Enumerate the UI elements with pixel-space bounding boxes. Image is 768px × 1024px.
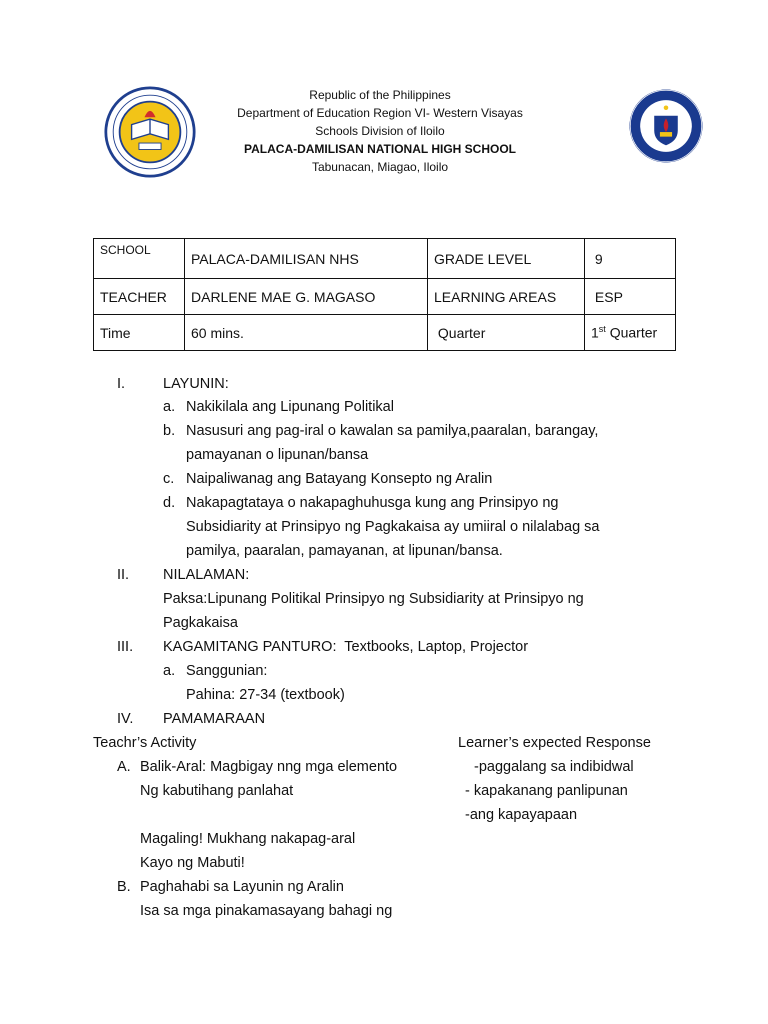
teacher-activity-text: Kayo ng Mabuti!	[140, 855, 245, 871]
table-cell: 60 mins.	[185, 315, 428, 351]
reference-pages: Pahina: 27-34 (textbook)	[186, 687, 345, 703]
list-letter: B.	[117, 879, 131, 895]
list-item: Subsidiarity at Prinsipyo ng Pagkakaisa ay umiiral o nilalabag sa	[186, 519, 600, 535]
learner-response-text: -paggalang sa indibidwal	[474, 759, 634, 775]
table-cell: ESP	[585, 279, 676, 315]
list-item: Nakapagtataya o nakapaghuhusga kung ang Prinsipyo ng	[186, 495, 559, 511]
section-title: NILALAMAN:	[163, 567, 250, 583]
section-number: II.	[117, 567, 130, 583]
list-item: Sanggunian:	[186, 663, 268, 679]
teacher-activity-heading: Teachr’s Activity	[93, 735, 197, 751]
table-cell	[585, 315, 676, 351]
quarter-label: Quarter	[605, 324, 658, 341]
section-title: LAYUNIN:	[163, 376, 229, 392]
table-cell: DARLENE MAE G. MAGASO	[185, 279, 428, 315]
table-row	[94, 279, 676, 315]
list-item: pamilya, paaralan, pamayanan, at lipunan/bansa.	[186, 543, 503, 559]
section-title: PAMAMARAAN	[163, 711, 266, 727]
section-number: III.	[117, 639, 134, 655]
section-title: KAGAMITANG PANTURO: Textbooks, Laptop, Projector	[163, 639, 529, 655]
header-address: Tabunacan, Miagao, Iloilo	[311, 160, 449, 174]
list-letter: d.	[163, 495, 176, 511]
teacher-activity-text: Paghahabi sa Layunin ng Aralin	[140, 879, 344, 895]
teacher-activity-text: Balik-Aral: Magbigay nng mga elemento	[140, 759, 398, 775]
list-item: Nakikilala ang Lipunang Politikal	[186, 399, 394, 415]
list-letter: c.	[163, 471, 175, 487]
quarter-ordinal: st	[598, 324, 606, 335]
table-cell: PALACA-DAMILISAN NHS	[185, 239, 428, 279]
list-letter: a.	[163, 663, 176, 679]
table-cell: Quarter	[428, 315, 585, 351]
deped-seal-logo	[628, 88, 704, 164]
learner-response-text: -ang kapayapaan	[465, 807, 578, 823]
list-letter: A.	[117, 759, 131, 775]
teacher-activity-text: Ng kabutihang panlahat	[140, 783, 294, 799]
list-item: Nasusuri ang pag-iral o kawalan sa pamilya,paaralan, barangay,	[186, 423, 599, 439]
lesson-info-table	[93, 238, 676, 351]
header-division: Schools Division of Iloilo	[315, 124, 445, 138]
list-item: Naipaliwanag ang Batayang Konsepto ng Aralin	[186, 471, 493, 487]
teacher-activity-text: Isa sa mga pinakamasayang bahagi ng	[140, 903, 393, 919]
learner-response-heading: Learner’s expected Response	[458, 735, 651, 751]
table-row	[94, 239, 676, 279]
header-department: Department of Education Region VI- Western Visayas	[237, 106, 523, 120]
table-cell: Time	[94, 315, 185, 351]
table-cell: TEACHER	[94, 279, 185, 315]
table-cell: SCHOOL	[94, 239, 185, 279]
section-number: IV.	[117, 711, 134, 727]
list-letter: b.	[163, 423, 176, 439]
header-republic: Republic of the Philippines	[309, 88, 451, 102]
section-number: I.	[117, 376, 126, 392]
header-school-name: PALACA-DAMILISAN NATIONAL HIGH SCHOOL	[244, 142, 516, 156]
table-cell: GRADE LEVEL	[428, 239, 585, 279]
document-header	[230, 86, 530, 176]
table-cell: LEARNING AREAS	[428, 279, 585, 315]
teacher-activity-text: Magaling! Mukhang nakapag-aral	[140, 831, 356, 847]
list-letter: a.	[163, 399, 176, 415]
school-seal-logo	[104, 86, 196, 178]
topic-text: Pagkakaisa	[163, 615, 238, 631]
topic-text: Paksa:Lipunang Politikal Prinsipyo ng Subsidiarity at Prinsipyo ng	[163, 591, 584, 607]
quarter-number: 1	[591, 324, 599, 341]
learner-response-text: - kapakanang panlipunan	[465, 783, 628, 799]
table-row	[94, 315, 676, 351]
table-cell: 9	[585, 239, 676, 279]
list-item: pamayanan o lipunan/bansa	[186, 447, 369, 463]
